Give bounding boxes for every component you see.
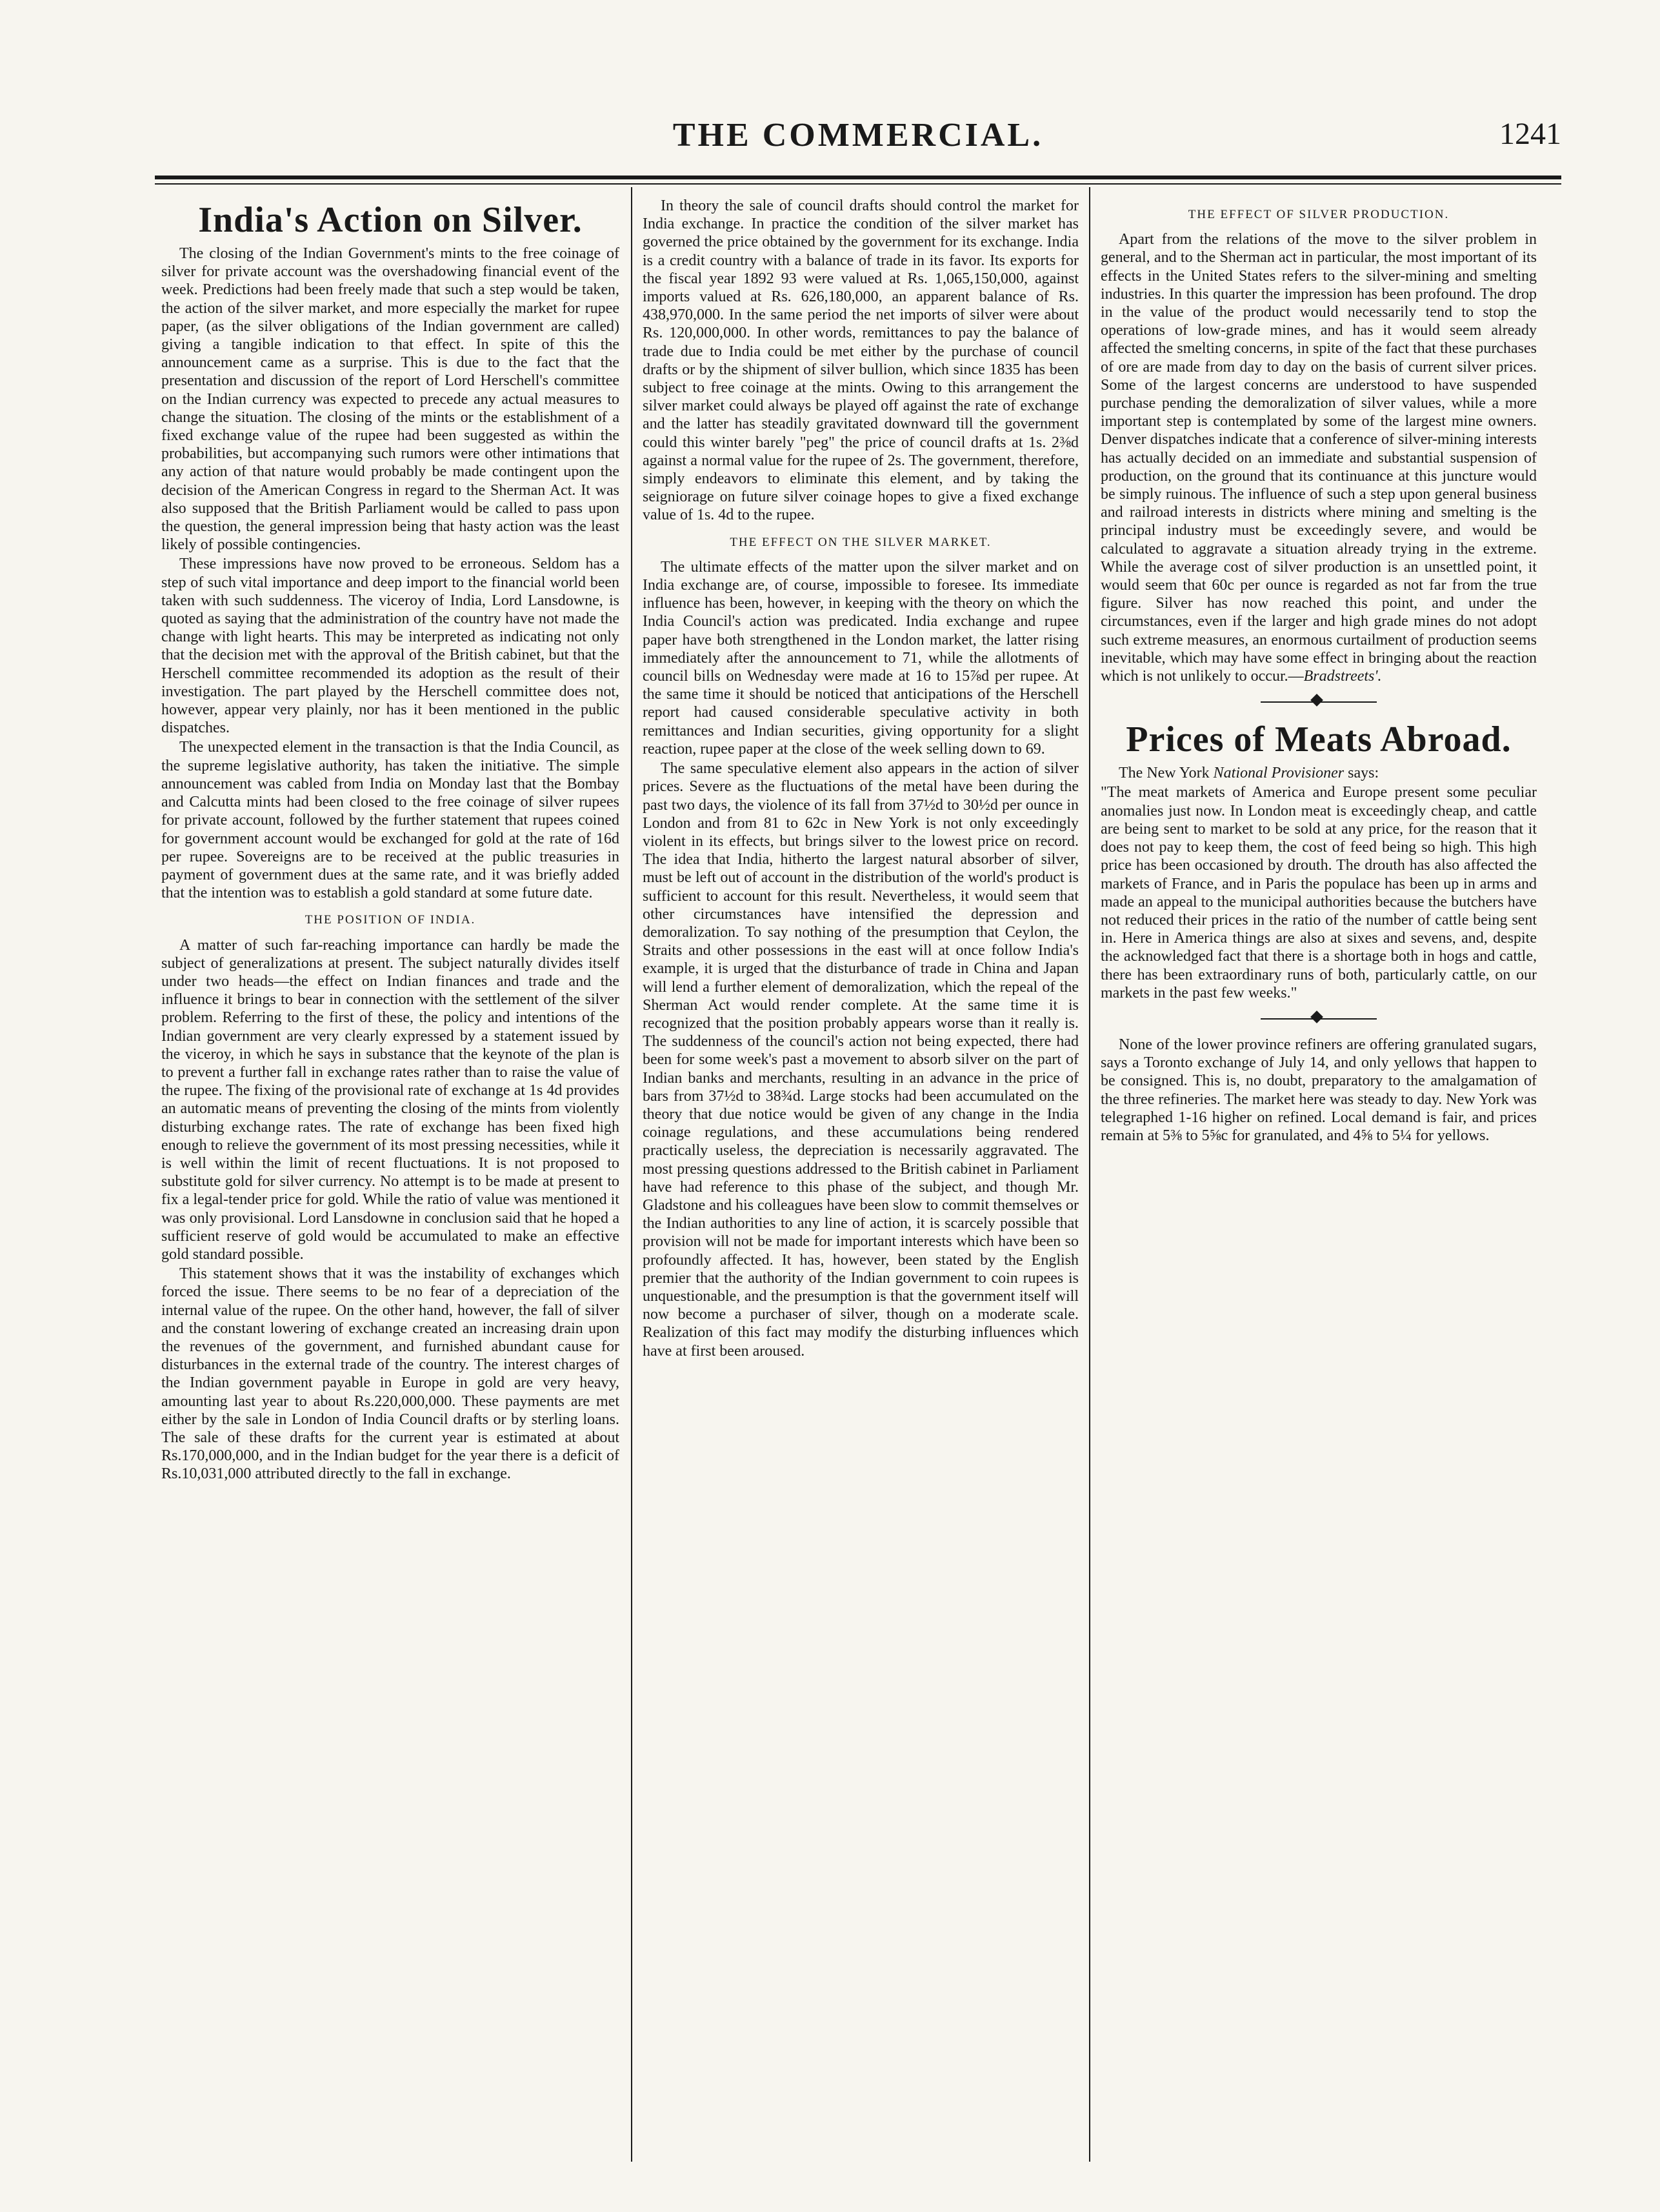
india-paragraph: These impressions have now proved to be erroneous. Seldom has a step of such vital importance and deep import to the financial world been taken with such suddenness. The viceroy of India, Lord Lansdowne, is quoted as saying that the administration of the country have not made the change with light hearts. This may be interpreted as indicating not only that the decision met with the approval of the British cabinet, but that the Herschell committee recommended its adoption as the result of their investigation. The part played by the Herschell committee does not, however, appear very plainly, nor has it been mentioned in the public dispatches. bbox=[161, 556, 619, 737]
header-rule-thin bbox=[155, 183, 1561, 185]
india-paragraph: The same speculative element also appears in the action of silver prices. Severe as the fluctuations of the metal have been during the past two days, the violence of its fall from 37½d to 30½d per ounce in London and from 81 to 62c in New York is not only exceedingly violent in its effects, but brings silver to the lowest price on record. The idea that India, hitherto the largest natural absorber of silver, must be left out of account in the distribution of the world's product is sufficient to account for this result. Nevertheless, it would seem that other circumstances have intensified the depression and demoralization. To say nothing of the presumption that Ceylon, the Straits and other possessions in the east will at once follow India's example, it is urged that the disturbance of trade in China and Japan will lend a further element of demoralization, which the repeal of the Sherman Act would render complete. At the same time it is recognized that the position probably appears worse than it really is. The suddenness of the council's action not being expected, there had been for some week's past a movement to absorb silver on the part of Indian banks and merchants, resulting in an advance in the price of bars from 37½d to 38¾d. Large stocks had been accumulated on the theory that due notice would be given of any change in the India coinage regulations, and these accumulations being rendered practically useless, the depreciation is necessarily aggravated. The most pressing questions addressed to the British cabinet in Parliament have had reference to this phase of the subject, and though Mr. Gladstone and his colleagues have been slow to commit themselves or the Indian authorities to any line of action, it is scarcely possible that provision will not be made for important interests which have been so profoundly affected. It has, however, been stated by the English premier that the authority of the Indian government to coin rupees is unquestionable, and the presumption is that the government itself will now become a purchaser of silver, though on a moderate scale. Realization of this fact may modify the disturbing influences which have at first been aroused. bbox=[643, 760, 1079, 1360]
india-paragraph: The closing of the Indian Government's mints to the free coinage of silver for private account was the overshadowing financial event of the week. Predictions had been freely made that such a step would be taken, the action of the silver market, and more especially the market for rupee paper, (as the silver obligations of the Indian government are called) giving a tangible indication to that effect. In spite of this the announcement came as a surprise. This is due to the fact that the presentation and discussion of the report of Lord Herschell's committee on the Indian currency was expected to precede any actual measures to change the situation. The closing of the mints or the establishment of a fixed exchange value of the rupee had been suggested as within the probabilities, but accompanying such rumors were other intimations that any action of that nature would probably be made contingent upon the decision of the American Congress in regard to the Sherman Act. It was also supposed that the British Parliament would be called to pass upon the question, the general impression being that hasty action was the least likely of possible contingencies. bbox=[161, 245, 619, 554]
india-paragraph: The ultimate effects of the matter upon the silver market and on India exchange are, of course, impossible to foresee. Its immediate influence has been, however, in keeping with the theory on which the India Council's action was predicated. India exchange and rupee paper have both strengthened in the London market, the latter rising immediately after the announcement to 71, while the allotments of council bills on Wednesday were made at 16 to 15⅞d per rupee. At the same time it should be noticed that anticipations of the Herschell report had caused considerable speculative activity in both remittances and Indian securities, giving opportunity for a slight reaction, rupee paper at the close of the week selling down to 69. bbox=[643, 558, 1079, 758]
meats-intro bbox=[1101, 764, 1537, 782]
india-headline: India's Action on Silver. bbox=[198, 200, 583, 240]
subhead-effect-of-production: THE EFFECT OF SILVER PRODUCTION. bbox=[1188, 208, 1450, 221]
intro-text: The New York bbox=[1119, 765, 1214, 782]
page-number: 1241 bbox=[1499, 117, 1561, 151]
production-text: Apart from the relations of the move to the silver problem in general, and to the Sherman act in particular, the most important of its effects in the United States refers to the silver-mining and smelting industries. In this quarter the impression has been profound. The drop in the value of the product would necessarily tend to stop the operations of low-grade mines, and has it would seem already affected the smelting concerns, in spite of the fact that these purchases of ore are made from day to day on the basis of current silver prices. Some of the largest concerns are understood to have suspended purchase pending the demoralization of silver values, while a more important step is contemplated by some of the largest mine owners. Denver dispatches indicate that a conference of silver-mining interests has actually decided on an immediate and substantial suspension of production, on the ground that its continuance at this juncture would be simply ruinous. The influence of such a step upon general business and railroad interests in districts where mining and smelting is the principal industry must be exceedingly severe, and would be calculated to aggravate a situation already trying in the extreme. While the average cost of silver production is an unsettled point, it would seem that 60c per ounce is regarded as not far from the true figure. Silver has now reached this point, and under the circumstances, even if the larger and high grade mines do not adopt such extreme measures, an enormous curtailment of production seems inevitable, which may have some effect in bringing about the reaction which is not unlikely to occur.— bbox=[1101, 231, 1537, 685]
intro-says: says: bbox=[1344, 765, 1379, 782]
header-rule-thick bbox=[155, 176, 1561, 179]
india-paragraph bbox=[161, 1265, 619, 1483]
attribution: Bradstreets'. bbox=[1303, 668, 1382, 685]
subhead-effect-on-market: THE EFFECT ON THE SILVER MARKET. bbox=[730, 535, 992, 549]
column-2 bbox=[643, 197, 1079, 2165]
column-3 bbox=[1101, 197, 1537, 2165]
sugar-paragraph: None of the lower province refiners are offering granulated sugars, says a Toronto exchange of July 14, and only yellows that happen to be consigned. This is, no doubt, preparatory to the amalgamation of the three refineries. The market here was steady to day. New York was telegraphed 1-16 higher on refined. Local demand is fair, and prices remain at 5⅜ to 5⅝c for granulated, and 4⅝ to 5¼ for yellows. bbox=[1101, 1036, 1537, 1144]
ornament-diamond bbox=[1310, 1010, 1323, 1023]
column-rule-1 bbox=[631, 187, 632, 2162]
india-paragraph: A matter of such far-reaching importance can hardly be made the subject of generalizations at present. The subject naturally divides itself under two heads—the effect on Indian finances and trade and the influence it brings to bear in connection with the settlement of the silver problem. Referring to the first of these, the policy and intentions of the Indian government are very clearly expressed by a statement issued by the viceroy, in which he says in substance that the keynote of the plan is to prevent a further fall in exchange rates rather than to raise the value of the rupee. The fixing of the provisional rate of exchange at 1s 4d provides an automatic means of preventing the closing of the mints from violently disturbing exchange rates. The rate of exchange has been fixed high enough to relieve the government of its most pressing necessities, while it is well within the limit of recent fluctuations. It is not proposed to substitute gold for silver currency. No attempt is to be made at present to fix a legal-tender price for gold. While the ratio of value was mentioned it was only provisional. Lord Lansdowne in conclusion said that he hoped a sufficient reserve of gold would be accumulated to make an effective gold standard possible. bbox=[161, 936, 619, 1263]
publication-name: National Provisioner bbox=[1213, 765, 1345, 782]
section-ornament bbox=[1101, 1012, 1537, 1025]
column-1 bbox=[161, 197, 619, 2165]
meats-body: "The meat markets of America and Europe present some peculiar anomalies just now. In London meat is exceedingly cheap, and cattle are being sent to market to be sold at any price, for the reason that it does not pay to keep them, the cost of feed being so high. This high price has been occasioned by drouth. The drouth has also affected the markets of France, and in Paris the populace has been up in arms and made an appeal to the municipal authorities because the butchers have not reduced their prices in the ratio of the number of cattle being sent in. Here in America things are also at sixes and sevens, and, despite the acknowledged fact that there is a shortage both in hogs and cattle, there has been extraordinary runs of both, particularly cattle, on our markets in the past few weeks." bbox=[1101, 784, 1537, 1001]
india-paragraph: The unexpected element in the transaction is that the India Council, as the supreme legislative authority, has taken the initiative. The simple announcement was cabled from India on Monday last that the Bombay and Calcutta mints had been closed to the free coinage of silver rupees for private account, followed by the further statement that rupees coined for government account would be exchanged for gold at the rate of 16d per rupee. Sovereigns are to be received at the public treasuries in payment of government dues at the same rate, and it was briefly added that the intention was to establish a gold standard at some future date. bbox=[161, 739, 619, 902]
india-paragraph: In theory the sale of council drafts should control the market for India exchange. In practice the condition of the silver market has governed the price obtained by the government for its exchange. India is a credit country with a balance of trade in its favor. Its exports for the fiscal year 1892 93 were valued at Rs. 1,065,150,000, against imports valued at Rs. 626,180,000, an apparent balance of Rs. 438,970,000. In the same period the net imports of silver were about Rs. 120,000,000. In other words, remittances to pay the balance of trade due to India could be met either by the purchase of council drafts or by the shipment of silver bullion, which since 1835 has been subject to free coinage at the mints. Owing to this arrangement the silver market could always be played off against the rate of exchange and the latter has steadily gravitated downward till the government could this winter barely "peg" the price of council drafts at 1s. 2⅜d against a normal value for the rupee of 2s. The government, therefore, simply endeavors to eliminate this element, and by taking the seigniorage on future silver coinage hopes to give a fixed exchange value of 1s. 4d to the rupee. bbox=[643, 197, 1079, 524]
page-header bbox=[155, 116, 1561, 168]
ornament-diamond bbox=[1310, 694, 1323, 707]
section-ornament bbox=[1101, 696, 1537, 709]
india-paragraph bbox=[1101, 230, 1537, 685]
subhead-position-of-india: THE POSITION OF INDIA. bbox=[305, 913, 476, 927]
paragraph-continued: This statement shows that it was the instability of exchanges which forced the issue. There seems to be no fear of a depreciation of the internal value of the rupee. On the other hand, however, the fall of silver and the constant lowering of exchange created an increasing drain upon the revenues of the government, and furnished abundant cause for disturbances in the external trade of the country. The interest charges of the Indian government payable in Europe in gold are very heavy, amounting last year to about Rs.220,000,000. These payments are met either by the sale in London of India Council drafts or by sterling loans. The sale of these drafts for the current year is estimated at about Rs.170,000,000, and in the Indian budget for the year there is a deficit of Rs.10,031,000 attributed directly to the fall in exchange. bbox=[161, 1265, 619, 1483]
masthead: THE COMMERCIAL. bbox=[672, 117, 1044, 154]
column-rule-2 bbox=[1089, 187, 1090, 2162]
meats-headline: Prices of Meats Abroad. bbox=[1126, 719, 1512, 760]
